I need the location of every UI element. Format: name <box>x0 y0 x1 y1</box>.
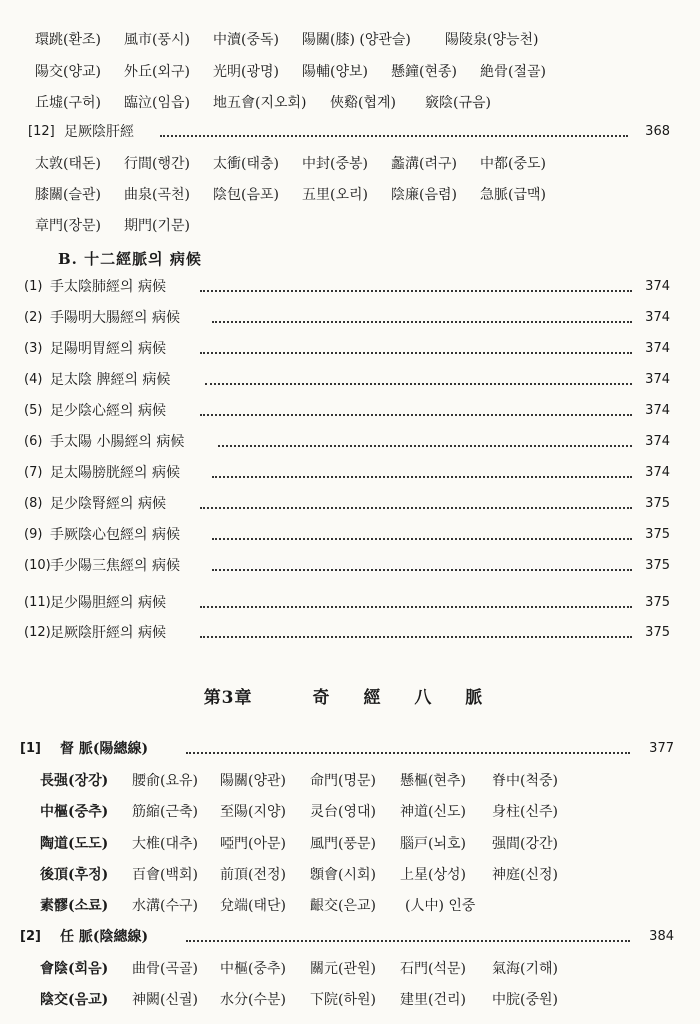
toc-entry <box>0 275 700 299</box>
acupoint: 陽交(양교) <box>35 64 101 80</box>
point-row <box>0 152 700 176</box>
acupoint: 光明(광명) <box>213 64 279 80</box>
page-number: 375 <box>645 625 670 640</box>
toc-entry <box>0 430 700 454</box>
page-number: 374 <box>645 465 670 480</box>
acupoint: 膝關(슬관) <box>35 187 101 203</box>
acupoint: 關元(관원) <box>310 961 376 977</box>
page-number: 375 <box>645 595 670 610</box>
entry-number: (1) <box>24 279 43 294</box>
entry-title: 足厥陰肝經 <box>64 124 134 140</box>
acupoint: 風市(풍시) <box>124 32 190 48</box>
point-row <box>0 832 700 856</box>
acupoint: 建里(건리) <box>400 992 466 1008</box>
entry-number: (10) <box>24 558 51 573</box>
leader-dots <box>212 569 632 571</box>
page-number: 375 <box>645 496 670 511</box>
entry-number: (9) <box>24 527 43 542</box>
acupoint: 蠡溝(려구) <box>391 156 457 172</box>
page-number: 375 <box>645 527 670 542</box>
acupoint: 外丘(외구) <box>124 64 190 80</box>
page-number: 374 <box>645 279 670 294</box>
acupoint: 曲骨(곡골) <box>132 961 198 977</box>
toc-entry <box>0 368 700 392</box>
acupoint: 五里(오리) <box>302 187 368 203</box>
point-row <box>0 60 700 84</box>
acupoint: (人中) 인중 <box>405 898 476 914</box>
acupoint: 神道(신도) <box>400 804 466 820</box>
toc-entry <box>0 461 700 485</box>
page-number: 368 <box>645 124 670 139</box>
acupoint: 陽關(膝) (양관슬) <box>302 32 411 48</box>
acupoint: 命門(명문) <box>310 773 376 789</box>
leader-dots <box>212 538 632 540</box>
acupoint: 後頂(후정) <box>40 867 109 883</box>
entry-number: [12] <box>28 124 55 139</box>
acupoint: 下院(하원) <box>310 992 376 1008</box>
acupoint: 石門(석문) <box>400 961 466 977</box>
point-row <box>0 28 700 52</box>
entry-title: 足厥陰肝經의 病候 <box>50 625 166 641</box>
page-number: 377 <box>649 741 674 756</box>
acupoint: 俠谿(협계) <box>330 95 396 111</box>
acupoint: 懸樞(현추) <box>400 773 466 789</box>
acupoint: 齦交(은교) <box>310 898 376 914</box>
acupoint: 兌端(태단) <box>220 898 286 914</box>
page-number: 374 <box>645 372 670 387</box>
point-row <box>0 800 700 824</box>
acupoint: 期門(기문) <box>124 218 190 234</box>
acupoint: 會陰(회음) <box>40 961 109 977</box>
acupoint: 腰俞(요유) <box>132 773 198 789</box>
entry-title: 手太陰肺經의 病候 <box>50 279 166 295</box>
entry-number: (3) <box>24 341 43 356</box>
entry-title: 手太陽 小腸經의 病候 <box>50 434 185 450</box>
acupoint: 顖會(시회) <box>310 867 376 883</box>
acupoint: 陶道(도도) <box>40 836 109 852</box>
chapter-title: 奇 經 八 脈 <box>312 688 497 708</box>
toc-entry-ren-meridian <box>0 925 700 949</box>
acupoint: 中都(중도) <box>480 156 546 172</box>
point-row <box>0 863 700 887</box>
entry-title: 手少陽三焦經의 病候 <box>50 558 180 574</box>
toc-entry <box>0 523 700 547</box>
leader-dots <box>200 606 632 608</box>
section-heading: B. 十二經脈의 病候 <box>58 250 202 268</box>
entry-title: 手厥陰心包經의 病候 <box>50 527 180 543</box>
acupoint: 百會(백회) <box>132 867 198 883</box>
entry-title: 足少陽胆經의 病候 <box>50 595 166 611</box>
leader-dots <box>200 636 632 638</box>
acupoint: 筋縮(근축) <box>132 804 198 820</box>
leader-dots <box>205 383 632 385</box>
acupoint: 身柱(신주) <box>492 804 558 820</box>
leader-dots <box>212 476 632 478</box>
acupoint: 太衝(태충) <box>213 156 279 172</box>
acupoint: 懸鐘(현종) <box>391 64 457 80</box>
entry-number: (4) <box>24 372 43 387</box>
toc-entry-liver-meridian <box>0 120 700 144</box>
acupoint: 中樞(중추) <box>40 804 109 820</box>
leader-dots <box>212 321 632 323</box>
entry-title: 足太陽膀胱經의 病候 <box>50 465 180 481</box>
acupoint: 陰交(음교) <box>40 992 109 1008</box>
point-row <box>0 769 700 793</box>
point-row <box>0 183 700 207</box>
acupoint: 中封(중봉) <box>302 156 368 172</box>
acupoint: 長强(장강) <box>40 773 109 789</box>
chapter-heading <box>0 683 700 708</box>
entry-title: 足太陰 脾經의 病候 <box>50 372 171 388</box>
acupoint: 急脈(급맥) <box>480 187 546 203</box>
entry-title: 足少陰腎經의 病候 <box>50 496 166 512</box>
leader-dots <box>186 940 630 942</box>
acupoint: 陽陵泉(양능천) <box>445 32 539 48</box>
point-row <box>0 91 700 115</box>
acupoint: 神庭(신정) <box>492 867 558 883</box>
acupoint: 中樞(중추) <box>220 961 286 977</box>
acupoint: 陰包(음포) <box>213 187 279 203</box>
toc-entry <box>0 492 700 516</box>
chapter-label: 第3章 <box>203 688 253 708</box>
toc-entry <box>0 399 700 423</box>
entry-number: (5) <box>24 403 43 418</box>
acupoint: 陽輔(양보) <box>302 64 368 80</box>
acupoint: 太敦(태돈) <box>35 156 101 172</box>
acupoint: 章門(장문) <box>35 218 101 234</box>
point-row <box>0 957 700 981</box>
page-number: 375 <box>645 558 670 573</box>
acupoint: 腦戸(뇌호) <box>400 836 466 852</box>
acupoint: 臨泣(임읍) <box>124 95 190 111</box>
acupoint: 素髎(소료) <box>40 898 109 914</box>
acupoint: 至陽(지양) <box>220 804 286 820</box>
acupoint: 風門(풍문) <box>310 836 376 852</box>
entry-number: (7) <box>24 465 43 480</box>
point-row <box>0 894 700 918</box>
leader-dots <box>200 352 632 354</box>
entry-number: (12) <box>24 625 51 640</box>
acupoint: 丘墟(구허) <box>35 95 101 111</box>
entry-number: [1] <box>20 741 41 756</box>
acupoint: 地五會(지오회) <box>213 95 307 111</box>
toc-entry-du-meridian <box>0 737 700 761</box>
acupoint: 前頂(전정) <box>220 867 286 883</box>
entry-number: [2] <box>20 929 41 944</box>
acupoint: 竅陰(규음) <box>425 95 491 111</box>
acupoint: 水分(수분) <box>220 992 286 1008</box>
point-row <box>0 988 700 1012</box>
acupoint: 絶骨(절골) <box>480 64 546 80</box>
acupoint: 神闕(신궐) <box>132 992 198 1008</box>
toc-entry <box>0 554 700 578</box>
acupoint: 强間(강간) <box>492 836 558 852</box>
acupoint: 灵台(영대) <box>310 804 376 820</box>
toc-entry <box>0 591 700 615</box>
acupoint: 上星(상성) <box>400 867 466 883</box>
entry-title: 任 脈(陰總線) <box>60 929 149 945</box>
page-number: 384 <box>649 929 674 944</box>
toc-entry <box>0 621 700 645</box>
leader-dots <box>200 290 632 292</box>
entry-number: (6) <box>24 434 43 449</box>
leader-dots <box>160 135 628 137</box>
leader-dots <box>200 414 632 416</box>
page-number: 374 <box>645 434 670 449</box>
entry-title: 手陽明大腸經의 病候 <box>50 310 180 326</box>
acupoint: 環跳(환조) <box>35 32 101 48</box>
acupoint: 中瀆(중독) <box>213 32 279 48</box>
acupoint: 啞門(아문) <box>220 836 286 852</box>
entry-title: 足陽明胃經의 病候 <box>50 341 166 357</box>
acupoint: 陰廉(음렴) <box>391 187 457 203</box>
acupoint: 脊中(척중) <box>492 773 558 789</box>
acupoint: 水溝(수구) <box>132 898 198 914</box>
toc-entry <box>0 337 700 361</box>
page-number: 374 <box>645 403 670 418</box>
leader-dots <box>186 752 630 754</box>
entry-number: (2) <box>24 310 43 325</box>
point-row <box>0 214 700 238</box>
entry-title: 督 脈(陽總線) <box>60 741 149 757</box>
toc-entry <box>0 306 700 330</box>
acupoint: 陽關(양관) <box>220 773 286 789</box>
leader-dots <box>200 507 632 509</box>
acupoint: 氣海(기해) <box>492 961 558 977</box>
entry-number: (8) <box>24 496 43 511</box>
acupoint: 行間(행간) <box>124 156 190 172</box>
entry-number: (11) <box>24 595 51 610</box>
acupoint: 大椎(대추) <box>132 836 198 852</box>
acupoint: 中脘(중원) <box>492 992 558 1008</box>
acupoint: 曲泉(곡천) <box>124 187 190 203</box>
page-number: 374 <box>645 310 670 325</box>
leader-dots <box>218 445 632 447</box>
page-number: 374 <box>645 341 670 356</box>
entry-title: 足少陰心經의 病候 <box>50 403 166 419</box>
